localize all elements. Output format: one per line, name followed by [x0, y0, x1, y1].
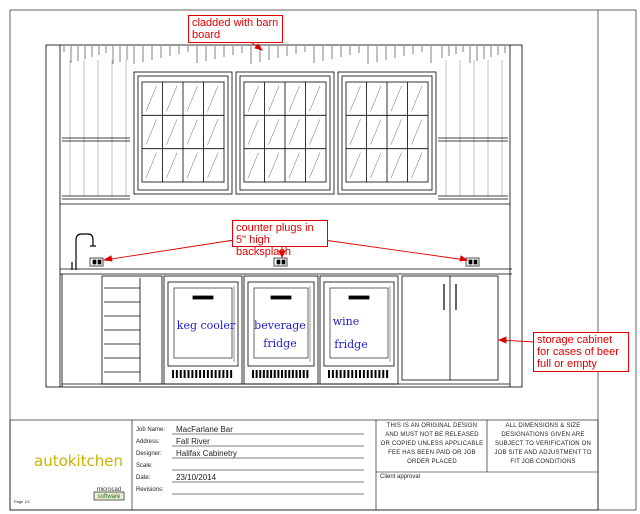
revisions-label: Revisions:: [136, 487, 164, 493]
upper-glass-cabinets: [134, 72, 436, 194]
autokitchen-logo: autokitchen: [34, 452, 123, 470]
fridge-3: [320, 276, 398, 384]
scale-label: Scale:: [136, 463, 153, 469]
date-value: 23/10/2014: [176, 473, 217, 482]
designer-value: Halifax Cabinetry: [176, 449, 237, 458]
storage-cabinet: [402, 276, 498, 380]
wine-fridge-label-2: fridge: [334, 338, 368, 351]
beverage-fridge-label-1: beverage: [254, 319, 306, 332]
window-cabinet-3: [338, 72, 436, 194]
job-name-value: MacFarlane Bar: [176, 425, 233, 434]
beverage-fridge-label-2: fridge: [263, 337, 297, 350]
original-design-note: THIS IS AN ORIGINAL DESIGN AND MUST NOT BE RELEASED OR COPIED UNLESS APPLICABLE FEE HAS BEEN PAID OR JOB ORDER PLACED: [380, 423, 484, 465]
wall: [46, 45, 522, 387]
window-cabinet-1: [134, 72, 232, 194]
counter-plugs-callout: counter plugs in 5" high backsplash: [232, 220, 328, 247]
date-label: Date:: [136, 475, 151, 481]
counter-outlet-center: [274, 258, 287, 266]
dimensions-note: ALL DIMENSIONS & SIZE DESIGNATIONS GIVEN ARE SUBJECT TO VERIFICATION ON JOB SITE AND ADJUSTMENT TO FIT JOB CONDITIONS: [494, 423, 592, 465]
barn-board-texture: [64, 46, 505, 196]
barn-board-callout: cladded with barn board: [188, 15, 283, 43]
designer-label: Designer:: [136, 451, 162, 457]
callout-leaders: [104, 40, 534, 343]
client-approval-label: Client approval: [380, 474, 421, 480]
window-cabinet-2: [236, 72, 334, 194]
counter-outlet-right: [466, 258, 479, 266]
microcad-logo-line1: microcad: [96, 487, 122, 493]
page-label: Page 1/1: [14, 499, 31, 504]
job-name-label: Job Name:: [136, 427, 166, 433]
counter-outlet-left: [90, 258, 103, 266]
storage-cabinet-callout: storage cabinet for cases of beer full or empty: [533, 332, 629, 372]
address-label: Address:: [136, 439, 160, 445]
address-value: Fall River: [176, 437, 210, 446]
keg-cooler-label: keg cooler: [176, 319, 236, 332]
microcad-logo-line2: software: [97, 494, 121, 500]
wine-fridge-label-1: wine: [332, 315, 360, 328]
